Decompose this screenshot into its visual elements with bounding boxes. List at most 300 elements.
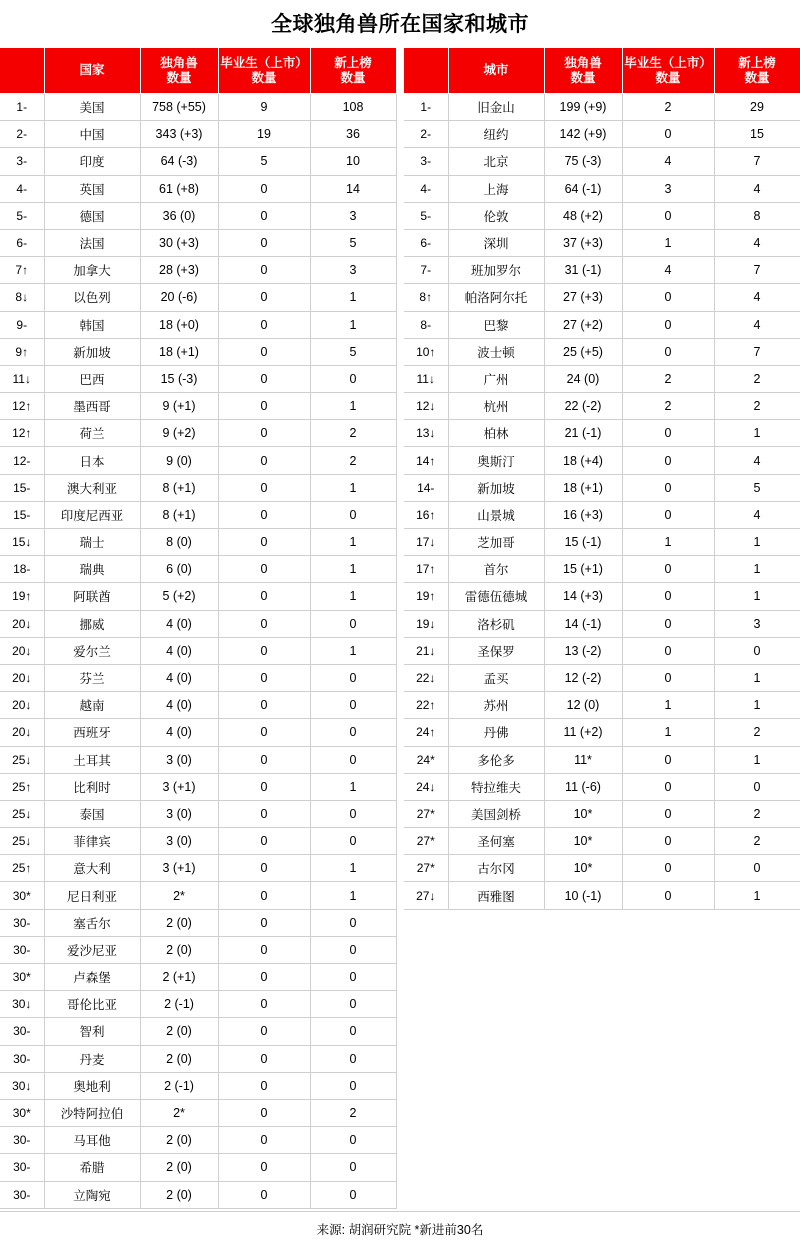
row-unicorn-count: 28 (+3) xyxy=(140,257,218,284)
row-new-count: 14 xyxy=(310,175,396,202)
table-row xyxy=(404,800,800,827)
header-graduates-line1: 毕业生（上市） xyxy=(220,56,308,71)
row-name: 纽约 xyxy=(448,121,544,148)
row-new-count: 15 xyxy=(714,121,800,148)
row-unicorn-count: 18 (+1) xyxy=(140,338,218,365)
row-name: 墨西哥 xyxy=(44,393,140,420)
row-name: 智利 xyxy=(44,1018,140,1045)
row-new-count: 4 xyxy=(714,175,800,202)
row-new-count: 0 xyxy=(310,501,396,528)
row-rank: 6- xyxy=(404,229,448,256)
row-name: 意大利 xyxy=(44,855,140,882)
row-unicorn-count: 15 (-1) xyxy=(544,529,622,556)
empty-cell xyxy=(448,1072,544,1099)
empty-cell xyxy=(404,909,448,936)
empty-cell xyxy=(404,991,448,1018)
tables-container xyxy=(0,47,800,1209)
row-name: 奥斯汀 xyxy=(448,447,544,474)
row-name: 瑞典 xyxy=(44,556,140,583)
table-row xyxy=(404,882,800,909)
countries-header-row xyxy=(0,48,396,94)
row-graduate-count: 0 xyxy=(218,175,310,202)
row-rank: 16↑ xyxy=(404,501,448,528)
row-graduate-count: 0 xyxy=(218,828,310,855)
row-name: 法国 xyxy=(44,229,140,256)
row-unicorn-count: 18 (+0) xyxy=(140,311,218,338)
row-name: 澳大利亚 xyxy=(44,474,140,501)
row-graduate-count: 0 xyxy=(622,202,714,229)
row-new-count: 2 xyxy=(310,447,396,474)
row-new-count: 0 xyxy=(310,746,396,773)
row-new-count: 1 xyxy=(310,583,396,610)
row-rank: 5- xyxy=(404,202,448,229)
row-graduate-count: 0 xyxy=(218,964,310,991)
row-new-count: 1 xyxy=(714,420,800,447)
row-unicorn-count: 4 (0) xyxy=(140,664,218,691)
empty-cell xyxy=(622,936,714,963)
row-rank: 19↑ xyxy=(404,583,448,610)
empty-cell xyxy=(544,936,622,963)
table-row-empty xyxy=(404,909,800,936)
row-unicorn-count: 18 (+1) xyxy=(544,474,622,501)
table-row xyxy=(404,311,800,338)
row-unicorn-count: 4 (0) xyxy=(140,692,218,719)
row-graduate-count: 0 xyxy=(218,1099,310,1126)
row-unicorn-count: 142 (+9) xyxy=(544,121,622,148)
row-rank: 24↑ xyxy=(404,719,448,746)
table-row xyxy=(0,637,396,664)
row-new-count: 1 xyxy=(714,692,800,719)
table-row xyxy=(404,175,800,202)
row-rank: 14- xyxy=(404,474,448,501)
empty-cell xyxy=(448,1127,544,1154)
header-rank xyxy=(404,48,448,94)
row-rank: 19↓ xyxy=(404,610,448,637)
row-new-count: 1 xyxy=(310,773,396,800)
table-row xyxy=(0,311,396,338)
row-name: 泰国 xyxy=(44,800,140,827)
row-unicorn-count: 15 (-3) xyxy=(140,365,218,392)
row-new-count: 4 xyxy=(714,447,800,474)
row-graduate-count: 0 xyxy=(218,284,310,311)
table-row xyxy=(0,420,396,447)
row-new-count: 1 xyxy=(310,855,396,882)
row-name: 美国 xyxy=(44,94,140,121)
empty-cell xyxy=(544,1045,622,1072)
row-unicorn-count: 64 (-3) xyxy=(140,148,218,175)
row-rank: 6- xyxy=(0,229,44,256)
table-row xyxy=(404,447,800,474)
row-rank: 30↓ xyxy=(0,991,44,1018)
row-name: 伦敦 xyxy=(448,202,544,229)
row-graduate-count: 5 xyxy=(218,148,310,175)
row-graduate-count: 0 xyxy=(622,556,714,583)
table-row-empty xyxy=(404,936,800,963)
row-unicorn-count: 11* xyxy=(544,746,622,773)
empty-cell xyxy=(544,964,622,991)
table-row xyxy=(0,800,396,827)
empty-cell xyxy=(714,991,800,1018)
row-graduate-count: 0 xyxy=(218,257,310,284)
row-unicorn-count: 2* xyxy=(140,1099,218,1126)
row-new-count: 108 xyxy=(310,94,396,121)
table-row xyxy=(0,175,396,202)
row-graduate-count: 0 xyxy=(218,311,310,338)
row-rank: 12- xyxy=(0,447,44,474)
row-graduate-count: 0 xyxy=(218,1127,310,1154)
empty-cell xyxy=(714,1018,800,1045)
table-row xyxy=(404,338,800,365)
header-city: 城市 xyxy=(448,48,544,94)
header-unicorns-line1: 独角兽 xyxy=(160,56,198,71)
row-new-count: 36 xyxy=(310,121,396,148)
row-rank: 15- xyxy=(0,474,44,501)
row-graduate-count: 0 xyxy=(622,637,714,664)
row-new-count: 1 xyxy=(310,529,396,556)
row-graduate-count: 4 xyxy=(622,257,714,284)
row-rank: 25↓ xyxy=(0,800,44,827)
row-graduate-count: 0 xyxy=(218,664,310,691)
row-graduate-count: 2 xyxy=(622,365,714,392)
table-row xyxy=(404,529,800,556)
row-new-count: 0 xyxy=(310,1072,396,1099)
table-row xyxy=(404,393,800,420)
table-row xyxy=(404,828,800,855)
table-row xyxy=(0,529,396,556)
row-unicorn-count: 2* xyxy=(140,882,218,909)
row-name: 荷兰 xyxy=(44,420,140,447)
row-new-count: 0 xyxy=(310,1045,396,1072)
header-rank xyxy=(0,48,44,94)
table-row xyxy=(0,94,396,121)
row-unicorn-count: 2 (-1) xyxy=(140,1072,218,1099)
row-unicorn-count: 3 (+1) xyxy=(140,855,218,882)
row-unicorn-count: 27 (+2) xyxy=(544,311,622,338)
empty-cell xyxy=(544,1099,622,1126)
row-new-count: 0 xyxy=(310,664,396,691)
empty-cell xyxy=(544,1018,622,1045)
row-graduate-count: 0 xyxy=(622,773,714,800)
row-name: 比利时 xyxy=(44,773,140,800)
row-name: 印度尼西亚 xyxy=(44,501,140,528)
table-row xyxy=(404,746,800,773)
empty-cell xyxy=(622,909,714,936)
table-row xyxy=(0,692,396,719)
header-graduates-line2: 数量 xyxy=(655,70,681,85)
row-new-count: 0 xyxy=(310,719,396,746)
row-rank: 9- xyxy=(0,311,44,338)
table-row xyxy=(0,257,396,284)
row-graduate-count: 0 xyxy=(218,936,310,963)
row-graduate-count: 0 xyxy=(622,284,714,311)
row-unicorn-count: 9 (+1) xyxy=(140,393,218,420)
row-graduate-count: 2 xyxy=(622,393,714,420)
row-name: 深圳 xyxy=(448,229,544,256)
row-unicorn-count: 758 (+55) xyxy=(140,94,218,121)
table-row xyxy=(0,229,396,256)
row-new-count: 0 xyxy=(310,1018,396,1045)
row-graduate-count: 0 xyxy=(622,800,714,827)
row-new-count: 1 xyxy=(714,882,800,909)
row-rank: 25↓ xyxy=(0,828,44,855)
table-row xyxy=(0,365,396,392)
row-name: 美国剑桥 xyxy=(448,800,544,827)
row-rank: 14↑ xyxy=(404,447,448,474)
row-graduate-count: 1 xyxy=(622,229,714,256)
empty-cell xyxy=(714,1045,800,1072)
table-row xyxy=(0,474,396,501)
row-graduate-count: 0 xyxy=(218,855,310,882)
row-name: 丹佛 xyxy=(448,719,544,746)
header-new xyxy=(714,48,800,94)
empty-cell xyxy=(622,964,714,991)
row-unicorn-count: 11 (+2) xyxy=(544,719,622,746)
row-new-count: 1 xyxy=(310,284,396,311)
cities-table xyxy=(404,47,800,1208)
empty-cell xyxy=(448,1045,544,1072)
row-rank: 30- xyxy=(0,936,44,963)
row-rank: 8- xyxy=(404,311,448,338)
empty-cell xyxy=(404,1072,448,1099)
row-name: 孟买 xyxy=(448,664,544,691)
row-unicorn-count: 3 (0) xyxy=(140,746,218,773)
table-row xyxy=(0,338,396,365)
table-row xyxy=(404,148,800,175)
table-row xyxy=(0,964,396,991)
table-row xyxy=(404,692,800,719)
cities-table-wrap xyxy=(400,47,800,1208)
empty-cell xyxy=(448,936,544,963)
row-name: 芝加哥 xyxy=(448,529,544,556)
row-graduate-count: 0 xyxy=(622,447,714,474)
row-new-count: 1 xyxy=(310,311,396,338)
row-rank: 12↑ xyxy=(0,420,44,447)
empty-cell xyxy=(448,964,544,991)
row-unicorn-count: 16 (+3) xyxy=(544,501,622,528)
empty-cell xyxy=(714,1072,800,1099)
row-new-count: 0 xyxy=(310,936,396,963)
table-row xyxy=(404,229,800,256)
row-rank: 20↓ xyxy=(0,610,44,637)
row-name: 英国 xyxy=(44,175,140,202)
row-graduate-count: 0 xyxy=(218,556,310,583)
empty-cell xyxy=(714,1099,800,1126)
cities-header-row xyxy=(404,48,800,94)
row-unicorn-count: 21 (-1) xyxy=(544,420,622,447)
row-unicorn-count: 12 (-2) xyxy=(544,664,622,691)
row-name: 古尔冈 xyxy=(448,855,544,882)
row-graduate-count: 0 xyxy=(218,909,310,936)
row-name: 印度 xyxy=(44,148,140,175)
row-new-count: 1 xyxy=(310,393,396,420)
source-note: 来源: 胡润研究院 *新进前30名 xyxy=(0,1211,800,1245)
row-unicorn-count: 3 (+1) xyxy=(140,773,218,800)
empty-cell xyxy=(448,909,544,936)
table-row xyxy=(0,1018,396,1045)
row-name: 旧金山 xyxy=(448,94,544,121)
row-unicorn-count: 3 (0) xyxy=(140,800,218,827)
row-new-count: 1 xyxy=(310,882,396,909)
row-unicorn-count: 14 (+3) xyxy=(544,583,622,610)
row-name: 柏林 xyxy=(448,420,544,447)
row-unicorn-count: 2 (0) xyxy=(140,1018,218,1045)
header-unicorns-line2: 数量 xyxy=(570,70,596,85)
row-graduate-count: 0 xyxy=(218,1045,310,1072)
row-unicorn-count: 13 (-2) xyxy=(544,637,622,664)
row-unicorn-count: 2 (+1) xyxy=(140,964,218,991)
row-unicorn-count: 14 (-1) xyxy=(544,610,622,637)
row-graduate-count: 0 xyxy=(622,121,714,148)
row-graduate-count: 0 xyxy=(218,583,310,610)
row-new-count: 7 xyxy=(714,338,800,365)
row-new-count: 4 xyxy=(714,229,800,256)
row-graduate-count: 0 xyxy=(218,610,310,637)
row-name: 雷德伍德城 xyxy=(448,583,544,610)
row-graduate-count: 0 xyxy=(622,882,714,909)
row-rank: 12↑ xyxy=(0,393,44,420)
row-rank: 17↑ xyxy=(404,556,448,583)
row-unicorn-count: 22 (-2) xyxy=(544,393,622,420)
row-rank: 27↓ xyxy=(404,882,448,909)
table-row-empty xyxy=(404,1099,800,1126)
row-graduate-count: 2 xyxy=(622,94,714,121)
row-new-count: 29 xyxy=(714,94,800,121)
table-row xyxy=(404,610,800,637)
row-rank: 15- xyxy=(0,501,44,528)
row-name: 尼日利亚 xyxy=(44,882,140,909)
table-row xyxy=(404,121,800,148)
row-new-count: 3 xyxy=(310,257,396,284)
row-unicorn-count: 10* xyxy=(544,800,622,827)
row-rank: 18- xyxy=(0,556,44,583)
row-rank: 30- xyxy=(0,1127,44,1154)
row-new-count: 1 xyxy=(714,664,800,691)
row-new-count: 0 xyxy=(714,637,800,664)
row-graduate-count: 0 xyxy=(622,746,714,773)
row-new-count: 0 xyxy=(310,692,396,719)
row-rank: 1- xyxy=(0,94,44,121)
row-unicorn-count: 2 (0) xyxy=(140,936,218,963)
empty-cell xyxy=(448,1181,544,1208)
row-graduate-count: 0 xyxy=(218,1154,310,1181)
row-rank: 22↓ xyxy=(404,664,448,691)
table-row xyxy=(404,284,800,311)
row-new-count: 1 xyxy=(310,556,396,583)
empty-cell xyxy=(448,1099,544,1126)
empty-cell xyxy=(404,1099,448,1126)
row-new-count: 1 xyxy=(714,746,800,773)
row-rank: 22↑ xyxy=(404,692,448,719)
row-rank: 7↑ xyxy=(0,257,44,284)
header-new-line1: 新上榜 xyxy=(738,56,776,71)
row-new-count: 1 xyxy=(310,637,396,664)
table-row xyxy=(0,610,396,637)
row-graduate-count: 0 xyxy=(218,529,310,556)
row-rank: 9↑ xyxy=(0,338,44,365)
row-name: 西雅图 xyxy=(448,882,544,909)
row-name: 丹麦 xyxy=(44,1045,140,1072)
row-rank: 8↑ xyxy=(404,284,448,311)
row-unicorn-count: 15 (+1) xyxy=(544,556,622,583)
row-new-count: 7 xyxy=(714,257,800,284)
row-name: 中国 xyxy=(44,121,140,148)
table-row xyxy=(404,420,800,447)
row-unicorn-count: 75 (-3) xyxy=(544,148,622,175)
row-new-count: 2 xyxy=(714,719,800,746)
row-unicorn-count: 20 (-6) xyxy=(140,284,218,311)
row-unicorn-count: 343 (+3) xyxy=(140,121,218,148)
row-unicorn-count: 2 (-1) xyxy=(140,991,218,1018)
page-title: 全球独角兽所在国家和城市 xyxy=(271,13,529,36)
row-rank: 30* xyxy=(0,964,44,991)
row-name: 德国 xyxy=(44,202,140,229)
row-name: 巴黎 xyxy=(448,311,544,338)
empty-cell xyxy=(714,1154,800,1181)
row-unicorn-count: 6 (0) xyxy=(140,556,218,583)
row-graduate-count: 1 xyxy=(622,719,714,746)
table-row xyxy=(0,882,396,909)
row-unicorn-count: 25 (+5) xyxy=(544,338,622,365)
row-new-count: 2 xyxy=(714,828,800,855)
row-unicorn-count: 8 (+1) xyxy=(140,474,218,501)
row-rank: 20↓ xyxy=(0,664,44,691)
empty-cell xyxy=(404,1181,448,1208)
row-rank: 30↓ xyxy=(0,1072,44,1099)
row-unicorn-count: 10 (-1) xyxy=(544,882,622,909)
countries-table xyxy=(0,47,397,1209)
header-graduates xyxy=(622,48,714,94)
row-new-count: 3 xyxy=(310,202,396,229)
header-unicorns xyxy=(140,48,218,94)
row-new-count: 0 xyxy=(310,800,396,827)
empty-cell xyxy=(404,936,448,963)
row-rank: 4- xyxy=(404,175,448,202)
empty-cell xyxy=(404,1045,448,1072)
row-rank: 30- xyxy=(0,1018,44,1045)
row-rank: 12↓ xyxy=(404,393,448,420)
row-rank: 20↓ xyxy=(0,719,44,746)
row-unicorn-count: 3 (0) xyxy=(140,828,218,855)
row-rank: 17↓ xyxy=(404,529,448,556)
row-name: 多伦多 xyxy=(448,746,544,773)
table-row xyxy=(0,1154,396,1181)
cities-body xyxy=(404,94,800,1209)
empty-cell xyxy=(448,1154,544,1181)
row-new-count: 10 xyxy=(310,148,396,175)
empty-cell xyxy=(404,964,448,991)
row-graduate-count: 0 xyxy=(218,719,310,746)
row-rank: 30- xyxy=(0,909,44,936)
row-name: 韩国 xyxy=(44,311,140,338)
header-graduates-line2: 数量 xyxy=(251,70,277,85)
empty-cell xyxy=(622,1154,714,1181)
row-new-count: 0 xyxy=(310,964,396,991)
row-name: 立陶宛 xyxy=(44,1181,140,1208)
table-row xyxy=(0,1181,396,1208)
row-new-count: 2 xyxy=(714,365,800,392)
row-unicorn-count: 31 (-1) xyxy=(544,257,622,284)
row-graduate-count: 0 xyxy=(218,229,310,256)
row-graduate-count: 0 xyxy=(622,610,714,637)
row-graduate-count: 0 xyxy=(218,637,310,664)
row-graduate-count: 9 xyxy=(218,94,310,121)
row-graduate-count: 0 xyxy=(622,855,714,882)
row-name: 班加罗尔 xyxy=(448,257,544,284)
row-name: 奥地利 xyxy=(44,1072,140,1099)
row-name: 沙特阿拉伯 xyxy=(44,1099,140,1126)
row-name: 山景城 xyxy=(448,501,544,528)
row-rank: 27* xyxy=(404,828,448,855)
